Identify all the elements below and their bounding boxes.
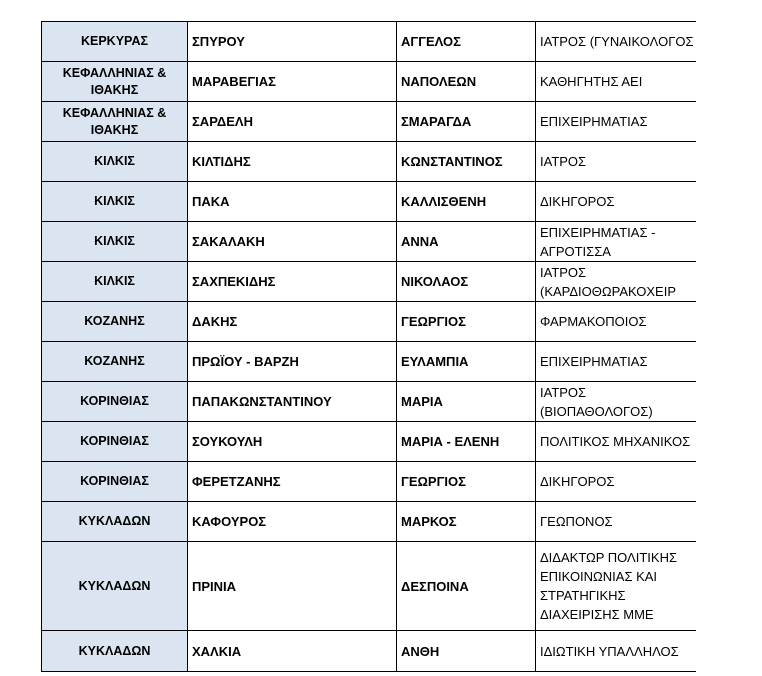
prefecture-cell: ΚΟΡΙΝΘΙΑΣ: [42, 422, 188, 462]
prefecture-cell: ΚΥΚΛΑΔΩΝ: [42, 631, 188, 672]
profession-cell: ΕΠΙΧΕΙΡΗΜΑΤΙΑΣ: [536, 102, 696, 142]
surname-cell: ΣΠΥΡΟΥ: [188, 22, 397, 62]
first-name-cell: ΔΕΣΠΟΙΝΑ: [397, 542, 536, 631]
table-row: [42, 262, 696, 302]
profession-cell: ΔΙΚΗΓΟΡΟΣ: [536, 182, 696, 222]
surname-cell: ΧΑΛΚΙΑ: [188, 631, 397, 672]
table-row: [42, 631, 696, 672]
first-name-cell: ΑΝΘΗ: [397, 631, 536, 672]
candidates-sheet: [41, 21, 696, 672]
prefecture-cell: ΚΟΡΙΝΘΙΑΣ: [42, 462, 188, 502]
surname-cell: ΣΟΥΚΟΥΛΗ: [188, 422, 397, 462]
first-name-cell: ΜΑΡΙΑ: [397, 382, 536, 422]
surname-cell: ΣΑΡΔΕΛΗ: [188, 102, 397, 142]
surname-cell: ΣΑΧΠΕΚΙΔΗΣ: [188, 262, 397, 302]
first-name-cell: ΚΑΛΛΙΣΘΕΝΗ: [397, 182, 536, 222]
prefecture-cell: ΚΙΛΚΙΣ: [42, 222, 188, 262]
surname-cell: ΠΡΙΝΙΑ: [188, 542, 397, 631]
table-row: [42, 142, 696, 182]
table-row: [42, 462, 696, 502]
profession-cell: ΦΑΡΜΑΚΟΠΟΙΟΣ: [536, 302, 696, 342]
first-name-cell: ΝΙΚΟΛΑΟΣ: [397, 262, 536, 302]
table-row: [42, 302, 696, 342]
table-row: [42, 102, 696, 142]
first-name-cell: ΜΑΡΙΑ - ΕΛΕΝΗ: [397, 422, 536, 462]
profession-cell: ΔΙΚΗΓΟΡΟΣ: [536, 462, 696, 502]
table-row: [42, 342, 696, 382]
prefecture-cell: ΚΕΦΑΛΛΗΝΙΑΣ & ΙΘΑΚΗΣ: [42, 102, 188, 142]
table-row: [42, 62, 696, 102]
profession-cell: ΠΟΛΙΤΙΚΟΣ ΜΗΧΑΝΙΚΟΣ: [536, 422, 696, 462]
first-name-cell: ΚΩΝΣΤΑΝΤΙΝΟΣ: [397, 142, 536, 182]
first-name-cell: ΣΜΑΡΑΓΔΑ: [397, 102, 536, 142]
prefecture-cell: ΚΥΚΛΑΔΩΝ: [42, 502, 188, 542]
first-name-cell: ΑΓΓΕΛΟΣ: [397, 22, 536, 62]
candidates-table: [41, 21, 696, 672]
table-row: [42, 382, 696, 422]
profession-cell: ΙΑΤΡΟΣ (ΒΙΟΠΑΘΟΛΟΓΟΣ): [536, 382, 696, 422]
table-row: [42, 222, 696, 262]
profession-cell: ΕΠΙΧΕΙΡΗΜΑΤΙΑΣ - ΑΓΡΟΤΙΣΣΑ: [536, 222, 696, 262]
profession-cell: ΙΑΤΡΟΣ (ΓΥΝΑΙΚΟΛΟΓΟΣ: [536, 22, 696, 62]
surname-cell: ΠΑΠΑΚΩΝΣΤΑΝΤΙΝΟΥ: [188, 382, 397, 422]
table-row: [42, 542, 696, 631]
first-name-cell: ΑΝΝΑ: [397, 222, 536, 262]
prefecture-cell: ΚΕΡΚΥΡΑΣ: [42, 22, 188, 62]
surname-cell: ΣΑΚΑΛΑΚΗ: [188, 222, 397, 262]
first-name-cell: ΓΕΩΡΓΙΟΣ: [397, 462, 536, 502]
profession-cell: ΙΑΤΡΟΣ: [536, 142, 696, 182]
prefecture-cell: ΚΙΛΚΙΣ: [42, 262, 188, 302]
prefecture-cell: ΚΟΖΑΝΗΣ: [42, 302, 188, 342]
prefecture-cell: ΚΥΚΛΑΔΩΝ: [42, 542, 188, 631]
first-name-cell: ΕΥΛΑΜΠΙΑ: [397, 342, 536, 382]
profession-cell: ΔΙΔΑΚΤΩΡ ΠΟΛΙΤΙΚΗΣ ΕΠΙΚΟΙΝΩΝΙΑΣ ΚΑΙ ΣΤΡΑΤΗΓΙΚΗΣ ΔΙΑΧΕΙΡΙΣΗΣ ΜΜΕ: [536, 542, 696, 631]
table-row: [42, 22, 696, 62]
prefecture-cell: ΚΟΡΙΝΘΙΑΣ: [42, 382, 188, 422]
first-name-cell: ΓΕΩΡΓΙΟΣ: [397, 302, 536, 342]
first-name-cell: ΝΑΠΟΛΕΩΝ: [397, 62, 536, 102]
first-name-cell: ΜΑΡΚΟΣ: [397, 502, 536, 542]
prefecture-cell: ΚΙΛΚΙΣ: [42, 142, 188, 182]
prefecture-cell: ΚΟΖΑΝΗΣ: [42, 342, 188, 382]
profession-cell: ΙΔΙΩΤΙΚΗ ΥΠΑΛΛΗΛΟΣ: [536, 631, 696, 672]
profession-cell: ΕΠΙΧΕΙΡΗΜΑΤΙΑΣ: [536, 342, 696, 382]
surname-cell: ΠΑΚΑ: [188, 182, 397, 222]
profession-cell: ΓΕΩΠΟΝΟΣ: [536, 502, 696, 542]
table-row: [42, 502, 696, 542]
surname-cell: ΚΑΦΟΥΡΟΣ: [188, 502, 397, 542]
surname-cell: ΔΑΚΗΣ: [188, 302, 397, 342]
surname-cell: ΠΡΩΪΟΥ - ΒΑΡΖΗ: [188, 342, 397, 382]
profession-cell: ΚΑΘΗΓΗΤΗΣ ΑΕΙ: [536, 62, 696, 102]
prefecture-cell: ΚΕΦΑΛΛΗΝΙΑΣ & ΙΘΑΚΗΣ: [42, 62, 188, 102]
surname-cell: ΚΙΛΤΙΔΗΣ: [188, 142, 397, 182]
profession-cell: ΙΑΤΡΟΣ (ΚΑΡΔΙΟΘΩΡΑΚΟΧΕΙΡ: [536, 262, 696, 302]
surname-cell: ΜΑΡΑΒΕΓΙΑΣ: [188, 62, 397, 102]
table-row: [42, 422, 696, 462]
table-row: [42, 182, 696, 222]
prefecture-cell: ΚΙΛΚΙΣ: [42, 182, 188, 222]
surname-cell: ΦΕΡΕΤΖΑΝΗΣ: [188, 462, 397, 502]
